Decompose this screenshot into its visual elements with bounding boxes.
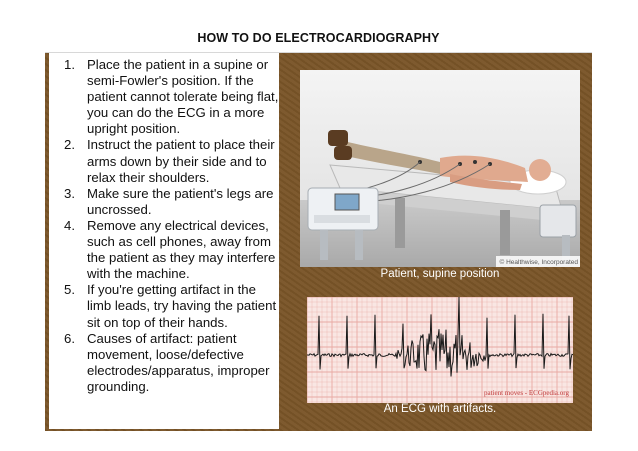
step-text-line: If you're getting artifact in the: [87, 282, 256, 298]
step-text-line: arms down by their side and to: [87, 153, 267, 169]
step-text-line: upright position.: [87, 121, 181, 137]
step-text-line: electrodes/apparatus, improper: [87, 362, 270, 378]
photo-caption: Patient, supine position: [380, 268, 500, 280]
step-text-line: Make sure the patient's legs are: [87, 185, 274, 201]
step-item: [49, 331, 289, 395]
step-number: 3.: [64, 185, 75, 201]
step-number: 1.: [64, 57, 75, 72]
step-item: [49, 186, 289, 218]
slide: [45, 22, 592, 431]
patient-photo: [300, 70, 580, 267]
step-item: [49, 57, 289, 137]
step-text-line: movement, loose/defective: [87, 346, 244, 362]
step-item: [49, 137, 289, 185]
step-text-line: Causes of artifact: patient: [87, 330, 237, 346]
step-text-line: Place the patient in a supine or: [87, 57, 269, 72]
step-text-line: grounding.: [87, 378, 150, 394]
step-number: 2.: [64, 137, 75, 153]
step-item: [49, 218, 289, 282]
ecg-watermark: patient moves - ECGpedia.org: [483, 389, 569, 397]
step-text-line: uncrossed.: [87, 201, 152, 217]
step-text-line: semi-Fowler's position. If the: [87, 73, 254, 89]
step-text-line: patient cannot tolerate being flat,: [87, 89, 279, 105]
step-text-line: sit on top of their hands.: [87, 314, 228, 330]
step-number: 5.: [64, 282, 75, 298]
step-number: 6.: [64, 330, 75, 346]
step-text-line: Instruct the patient to place their: [87, 137, 275, 153]
step-text-line: Remove any electrical devices,: [87, 217, 269, 233]
step-item: [49, 282, 289, 330]
step-text-line: the patient as they may interfere: [87, 250, 276, 266]
ecg-trace-graphic: [307, 297, 573, 403]
step-text-line: limb leads, try having the patient: [87, 298, 277, 314]
step-text-line: with the machine.: [87, 266, 190, 282]
step-text-line: you can do the ECG in a more: [87, 105, 265, 121]
steps-panel: [49, 53, 279, 429]
steps-list: [49, 57, 289, 395]
step-number: 4.: [64, 217, 75, 233]
slide-title: HOW TO DO ELECTROCARDIOGRAPHY: [197, 31, 440, 45]
photo-credit: © Healthwise, Incorporated: [499, 259, 578, 266]
ecg-caption: An ECG with artifacts.: [383, 403, 497, 415]
step-text-line: relax their shoulders.: [87, 169, 210, 185]
step-text-line: such as cell phones, away from: [87, 234, 271, 250]
patient-photo-illustration: [300, 70, 580, 267]
ecg-strip: [307, 297, 573, 403]
title-bar: [45, 22, 592, 53]
